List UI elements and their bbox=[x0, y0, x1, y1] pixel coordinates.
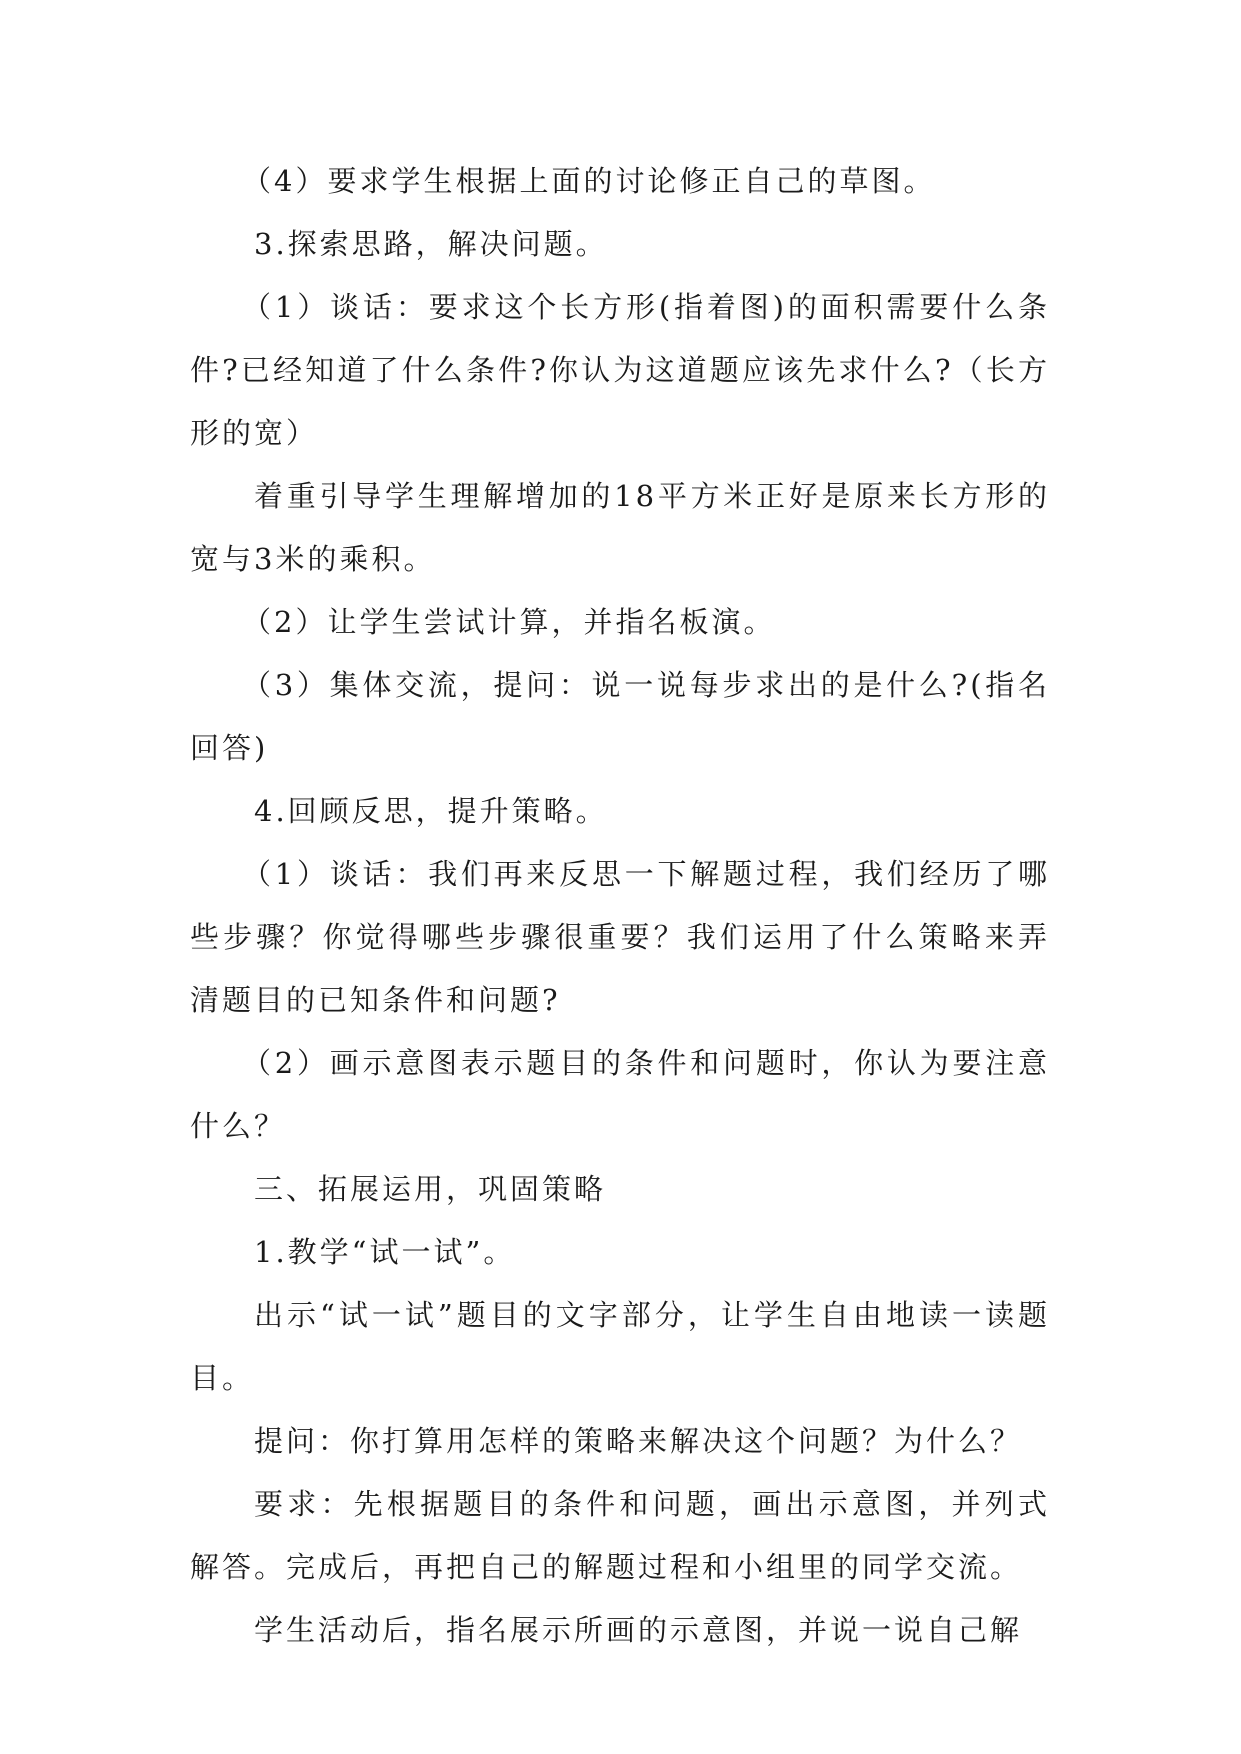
paragraph-teach-try: 1.教学“试一试”。 bbox=[254, 1235, 516, 1269]
document-body bbox=[190, 150, 1050, 1662]
paragraph-show-try-text: 出示“试一试”题目的文字部分，让学生自由地读一读题目。 bbox=[190, 1298, 1050, 1395]
paragraph-reflect-process: （1）谈话：我们再来反思一下解题过程，我们经历了哪些步骤？你觉得哪些步骤很重要？我们运用了什么策略来弄清题目的已知条件和问题? bbox=[190, 857, 1050, 1017]
paragraph-question-strategy: 提问：你打算用怎样的策略来解决这个问题？为什么？ bbox=[254, 1424, 1023, 1458]
paragraph-guide-understanding: 着重引导学生理解增加的18平方米正好是原来长方形的宽与3米的乘积。 bbox=[190, 479, 1050, 576]
paragraph-group-exchange: （3）集体交流，提问：说一说每步求出的是什么?(指名回答) bbox=[190, 668, 1050, 765]
paragraph-step-4-revise-sketch: （4）要求学生根据上面的讨论修正自己的草图。 bbox=[242, 164, 936, 198]
paragraph-requirement: 要求：先根据题目的条件和问题，画出示意图，并列式解答。完成后，再把自己的解题过程和小组里的同学交流。 bbox=[190, 1487, 1050, 1584]
paragraph-heading-explore: 3.探索思路，解决问题。 bbox=[254, 227, 608, 261]
paragraph-talk-conditions: （1）谈话：要求这个长方形(指着图)的面积需要什么条件?已经知道了什么条件?你认为这道题应该先求什么?（长方形的宽） bbox=[190, 290, 1050, 450]
paragraph-heading-review: 4.回顾反思，提升策略。 bbox=[254, 794, 608, 828]
paragraph-diagram-attention: （2）画示意图表示题目的条件和问题时，你认为要注意什么？ bbox=[190, 1046, 1050, 1143]
paragraph-section-three-heading: 三、拓展运用，巩固策略 bbox=[254, 1172, 607, 1206]
paragraph-try-calculate: （2）让学生尝试计算，并指名板演。 bbox=[242, 605, 776, 639]
paragraph-student-activity: 学生活动后，指名展示所画的示意图，并说一说自己解 bbox=[254, 1613, 1023, 1647]
